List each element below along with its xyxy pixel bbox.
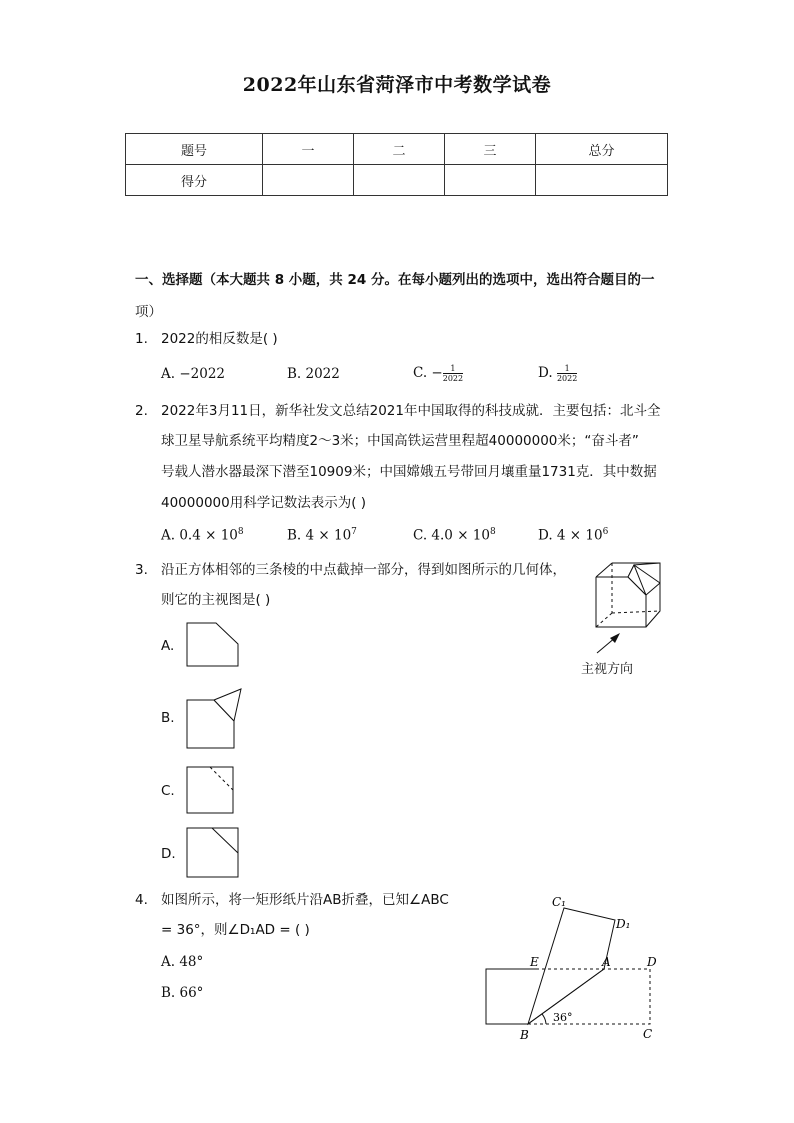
view-direction-label: 主视方向 [581,662,634,677]
label-b: B [520,1028,529,1042]
option-c-figure [186,766,236,816]
option-b: B. $4 \times 10^7$ [287,527,357,544]
option-a: A. [161,638,175,654]
question-stem [161,401,681,513]
option-b-figure [186,688,244,750]
option-d: D. [161,846,176,862]
label-c1: C₁ [552,895,566,909]
question-stem: 2022的相反数是( ) [161,331,278,347]
score-cell [445,165,536,196]
table-row-label: 得分 [126,165,263,196]
option-a: A. 48° [161,954,204,970]
label-a: A [602,955,611,969]
table-header-cell: 一 [263,134,354,165]
score-table [125,133,668,196]
score-cell [354,165,445,196]
option-b: B. 66° [161,985,204,1001]
option-d [538,364,577,383]
section-heading-line: 一、选择题（本大题共 8 小题，共 24 分。在每小题列出的选项中，选出符合题目的一 [135,272,655,288]
folding-figure [476,888,676,1046]
question-stem-line: 如图所示，将一矩形纸片沿AB折叠，已知∠ABC [161,892,449,908]
score-cell [536,165,668,196]
score-table-header-row [126,134,668,165]
fraction: $\frac{1}{2022}$ [556,364,578,383]
question-number: 3. [135,562,148,578]
option-a: A. $0.4 \times 10^8$ [161,527,244,544]
stem-line: 号载人潜水器最深下潜至10909米；中国嫦娥五号带回月壤重量1731克．其中数据 [161,464,657,480]
label-d: D [647,955,657,969]
fraction: $\frac{1}{2022}$ [442,364,464,383]
option-c: C. [161,783,175,799]
option-d: D. $4 \times 10^6$ [538,527,609,544]
option-c [413,364,463,383]
label-c: C [643,1027,653,1041]
section-heading-line: 项） [135,304,162,320]
option-label: C. − [413,365,443,381]
section-heading [135,264,675,328]
option-label: D. [538,365,557,381]
question-number: 4. [135,892,148,908]
option-b: B. 2022 [287,366,340,382]
score-table-row [126,165,668,196]
question-number: 2. [135,403,148,419]
label-e: E [530,955,539,969]
option-c: C. $4.0 \times 10^8$ [413,527,496,544]
option-b: B. [161,710,175,726]
label-d1: D₁ [616,917,631,931]
table-header-cell: 总分 [536,134,668,165]
question-stem-line: = 36°，则∠D₁AD = ( ) [161,922,310,938]
table-header-cell: 三 [445,134,536,165]
table-header-cell: 二 [354,134,445,165]
stem-line: 2022年3月11日，新华社发文总结2021年中国取得的科技成就．主要包括：北斗全 [161,403,661,419]
page-title: 2022年山东省菏泽市中考数学试卷 [242,74,552,96]
question-stem-line: 则它的主视图是( ) [161,592,271,608]
option-d-figure [186,827,240,879]
angle-label: 36° [553,1011,573,1024]
stem-line: 40000000用科学记数法表示为( ) [161,495,367,511]
option-a-figure [186,622,240,668]
question-number: 1. [135,331,148,347]
question-stem-line: 沿正方体相邻的三条棱的中点截掉一部分，得到如图所示的几何体， [161,562,566,578]
table-header-cell: 题号 [126,134,263,165]
option-a: A. −2022 [161,366,225,382]
score-cell [263,165,354,196]
stem-line: 球卫星导航系统平均精度2～3米；中国高铁运营里程超40000000米；“奋斗者” [161,433,639,449]
